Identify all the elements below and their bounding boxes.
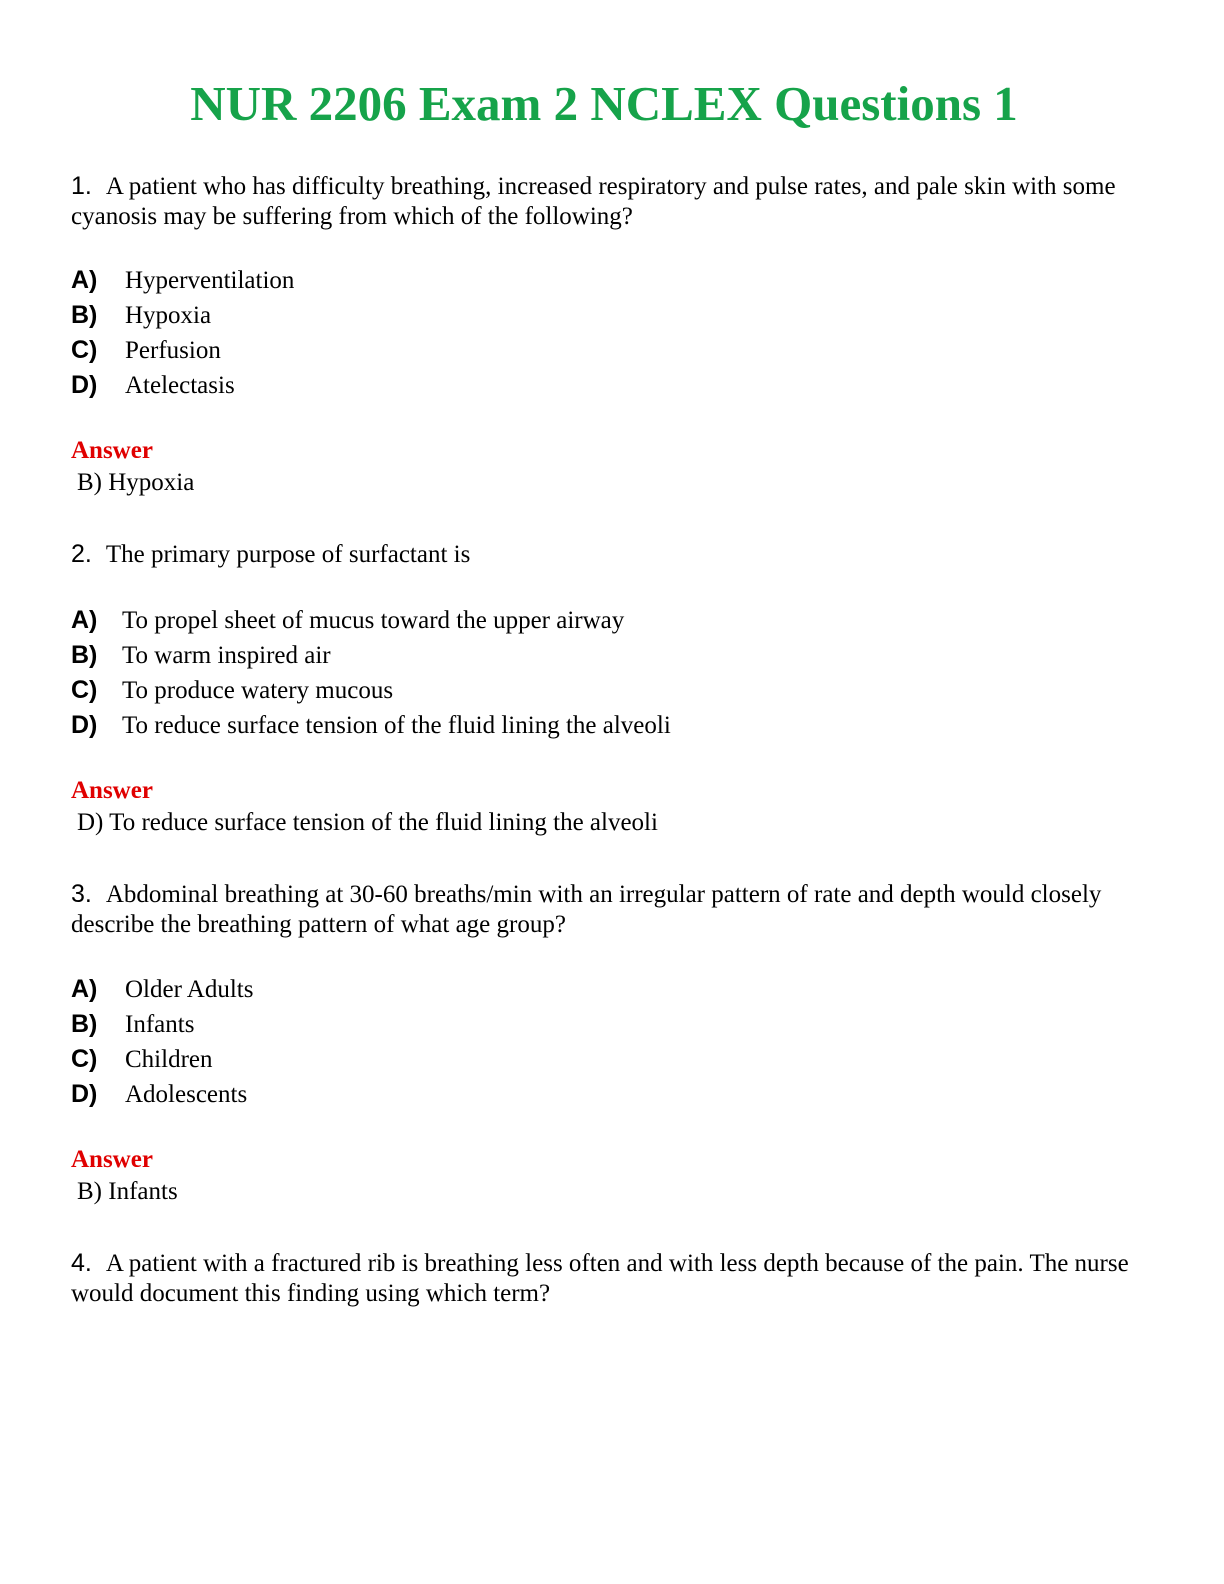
option-b — [71, 298, 294, 333]
answer-label: Answer — [71, 777, 153, 804]
question-number: 3. — [71, 880, 92, 908]
option-text: To reduce surface tension of the fluid lining the alveoli — [122, 712, 671, 739]
option-letter: C) — [71, 676, 98, 704]
answer-text: B) Hypoxia — [77, 469, 195, 496]
option-letter: D) — [71, 1080, 98, 1108]
question-1-options — [71, 263, 294, 403]
option-letter: B) — [71, 641, 98, 669]
question-text: A patient who has difficulty breathing, increased respiratory and pulse rates, and pale skin with some cyanosis may be suffering from which of the following? — [71, 173, 1116, 230]
option-text: Hyperventilation — [125, 267, 295, 294]
option-text: To warm inspired air — [122, 642, 331, 669]
option-a — [71, 972, 253, 1007]
question-text: The primary purpose of surfactant is — [105, 541, 471, 568]
option-text: To produce watery mucous — [122, 677, 394, 704]
page-title: NUR 2206 Exam 2 NCLEX Questions 1 — [190, 76, 1018, 131]
option-b — [71, 638, 671, 673]
option-a — [71, 263, 294, 298]
option-c — [71, 333, 294, 368]
option-letter: A) — [71, 975, 98, 1003]
question-2 — [71, 539, 1141, 570]
option-letter: C) — [71, 336, 98, 364]
option-b — [71, 1007, 253, 1042]
option-text: Adolescents — [125, 1081, 248, 1108]
answer-text: D) To reduce surface tension of the fluid lining the alveoli — [77, 809, 658, 836]
question-text: Abdominal breathing at 30-60 breaths/min with an irregular pattern of rate and depth would closely describe the breathing pattern of what age group? — [71, 881, 1102, 938]
option-text: Perfusion — [125, 337, 221, 364]
answer-label: Answer — [71, 1146, 153, 1173]
question-number: 2. — [71, 540, 92, 568]
question-number: 1. — [71, 172, 92, 200]
option-c — [71, 673, 671, 708]
option-text: Infants — [125, 1011, 195, 1038]
option-text: Hypoxia — [125, 302, 212, 329]
option-letter: D) — [71, 371, 98, 399]
question-2-options — [71, 603, 671, 743]
option-d — [71, 708, 671, 743]
option-letter: D) — [71, 711, 98, 739]
question-4 — [71, 1248, 1141, 1309]
question-3-options — [71, 972, 253, 1112]
question-number: 4. — [71, 1249, 92, 1277]
question-text: A patient with a fractured rib is breathing less often and with less depth because of the pain. The nurse would document this finding using which term? — [71, 1250, 1129, 1307]
option-c — [71, 1042, 253, 1077]
option-letter: C) — [71, 1045, 98, 1073]
option-text: Older Adults — [125, 976, 254, 1003]
answer-text: B) Infants — [77, 1178, 178, 1205]
option-letter: A) — [71, 266, 98, 294]
option-a — [71, 603, 671, 638]
option-text: Children — [125, 1046, 213, 1073]
option-letter: B) — [71, 301, 98, 329]
answer-label: Answer — [71, 437, 153, 464]
option-text: Atelectasis — [125, 372, 235, 399]
option-d — [71, 368, 294, 403]
question-1 — [71, 171, 1141, 232]
option-text: To propel sheet of mucus toward the upper airway — [122, 607, 625, 634]
option-letter: A) — [71, 606, 98, 634]
option-d — [71, 1077, 253, 1112]
question-3 — [71, 879, 1141, 940]
option-letter: B) — [71, 1010, 98, 1038]
